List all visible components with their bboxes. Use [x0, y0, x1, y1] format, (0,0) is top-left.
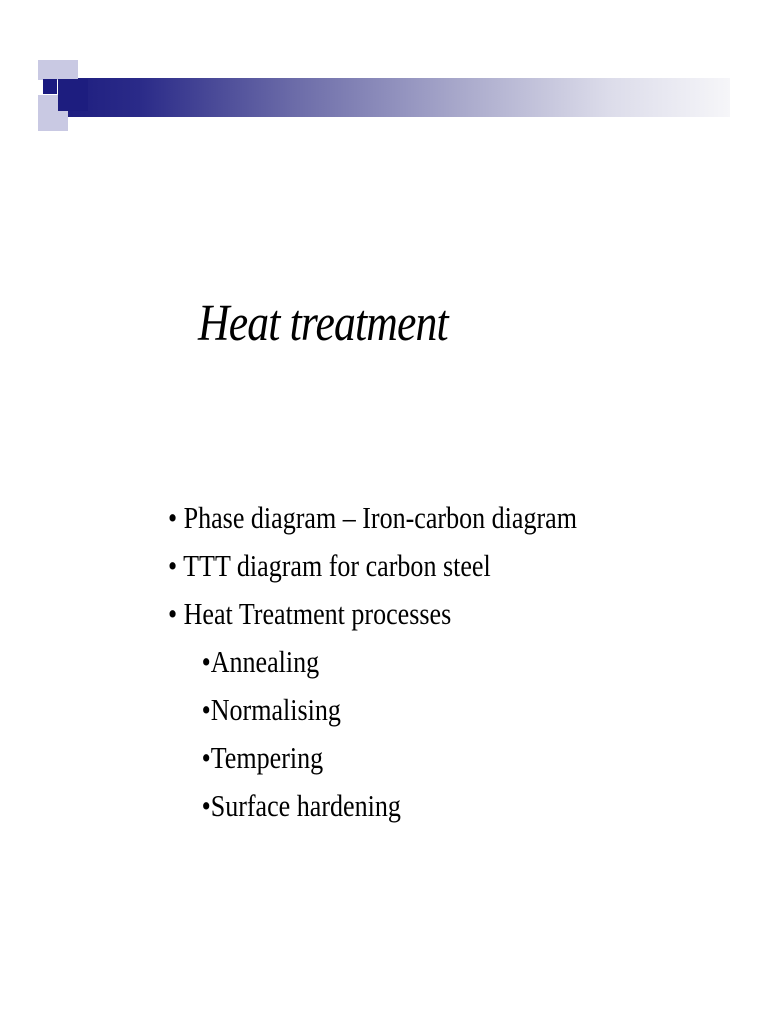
header-gradient-bar: [58, 78, 730, 117]
sub-bullet-item: •Normalising: [201, 692, 341, 727]
slide-title: Heat treatment: [198, 295, 448, 352]
decor-square: [58, 111, 68, 131]
decor-square: [58, 79, 88, 111]
decor-square: [38, 95, 58, 131]
bullet-list: [168, 494, 577, 830]
sub-bullet-item: •Annealing: [201, 644, 320, 679]
sub-bullet-item: •Surface hardening: [201, 788, 401, 823]
bullet-item: • Heat Treatment processes: [168, 596, 452, 631]
bullet-item: • TTT diagram for carbon steel: [168, 548, 491, 583]
bullet-item: • Phase diagram – Iron-carbon diagram: [168, 500, 577, 535]
decor-square: [58, 60, 78, 80]
decor-square: [43, 79, 57, 94]
sub-bullet-item: •Tempering: [201, 740, 324, 775]
decor-square: [38, 60, 58, 80]
